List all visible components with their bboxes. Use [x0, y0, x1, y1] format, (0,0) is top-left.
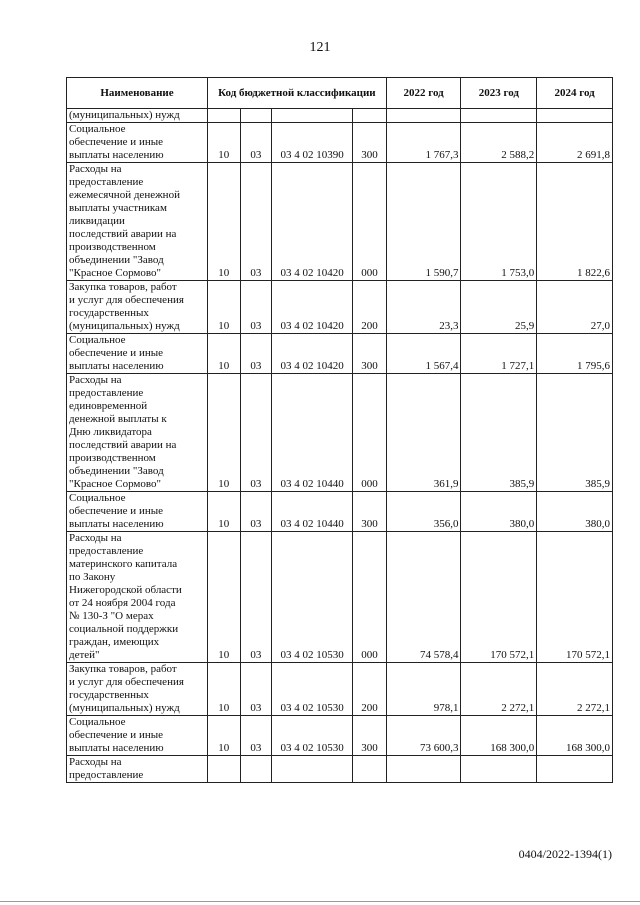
bottom-edge-line [0, 901, 640, 902]
amount-2023-cell: 168 300,0 [461, 716, 537, 756]
amount-2023-cell: 380,0 [461, 492, 537, 532]
amount-2022-cell: 1 767,3 [386, 123, 461, 163]
item-name-line: обеспечение и иные [69, 729, 163, 741]
subsection-cell: 03 [240, 716, 272, 756]
header-2024: 2024 год [537, 78, 613, 109]
amount-2023-cell: 2 272,1 [461, 663, 537, 716]
item-name-line: выплаты населению [69, 149, 164, 161]
item-name-cell [67, 123, 208, 163]
item-name-line: Социальное [69, 492, 126, 504]
section-cell: 10 [207, 123, 240, 163]
header-classification: Код бюджетной классификации [207, 78, 386, 109]
table-row [67, 374, 613, 492]
table-row [67, 109, 613, 123]
item-name-line: предоставление [69, 176, 144, 188]
expense-type-cell: 200 [353, 281, 387, 334]
document-code: 0404/2022-1394(1) [518, 847, 612, 861]
item-name-line: Социальное [69, 123, 126, 135]
section-cell: 10 [207, 532, 240, 663]
item-name-line: № 130-З "О мерах [69, 610, 154, 622]
header-name: Наименование [67, 78, 208, 109]
amount-2022-cell [386, 109, 461, 123]
subsection-cell: 03 [240, 374, 272, 492]
item-name-line: обеспечение и иные [69, 505, 163, 517]
item-name-cell [67, 374, 208, 492]
item-name-line: ежемесячной денежной [69, 189, 180, 201]
amount-2023-cell: 385,9 [461, 374, 537, 492]
section-cell: 10 [207, 663, 240, 716]
item-name-line: детей" [69, 649, 100, 661]
amount-2023-cell: 170 572,1 [461, 532, 537, 663]
section-cell: 10 [207, 281, 240, 334]
table-row [67, 492, 613, 532]
table-row [67, 756, 613, 783]
amount-2022-cell: 74 578,4 [386, 532, 461, 663]
table-row [67, 281, 613, 334]
item-name-line: "Красное Сормово" [69, 267, 161, 279]
item-name-line: выплаты населению [69, 360, 164, 372]
item-name-line: выплаты населению [69, 518, 164, 530]
header-2022: 2022 год [386, 78, 461, 109]
item-name-line: Расходы на [69, 756, 122, 768]
item-name-line: предоставление [69, 387, 144, 399]
amount-2023-cell: 25,9 [461, 281, 537, 334]
section-cell: 10 [207, 716, 240, 756]
amount-2024-cell: 385,9 [537, 374, 613, 492]
amount-2023-cell: 2 588,2 [461, 123, 537, 163]
item-name-cell [67, 756, 208, 783]
item-name-line: (муниципальных) нужд [69, 109, 180, 121]
item-name-line: Социальное [69, 716, 126, 728]
budget-table [66, 77, 613, 783]
amount-2022-cell: 73 600,3 [386, 716, 461, 756]
item-name-line: объединении "Завод [69, 465, 164, 477]
amount-2023-cell [461, 109, 537, 123]
expense-type-cell: 300 [353, 123, 387, 163]
amount-2022-cell: 1 567,4 [386, 334, 461, 374]
amount-2024-cell: 2 691,8 [537, 123, 613, 163]
subsection-cell: 03 [240, 163, 272, 281]
item-name-line: выплаты участникам [69, 202, 167, 214]
expense-type-cell [353, 756, 387, 783]
item-name-line: денежной выплаты к [69, 413, 167, 425]
amount-2023-cell: 1 727,1 [461, 334, 537, 374]
item-name-line: социальной поддержки [69, 623, 179, 635]
section-cell [207, 109, 240, 123]
target-article-cell: 03 4 02 10420 [272, 334, 353, 374]
table-row [67, 532, 613, 663]
subsection-cell [240, 109, 272, 123]
item-name-cell [67, 109, 208, 123]
expense-type-cell: 300 [353, 716, 387, 756]
item-name-line: по Закону [69, 571, 116, 583]
item-name-line: Социальное [69, 334, 126, 346]
target-article-cell: 03 4 02 10390 [272, 123, 353, 163]
target-article-cell [272, 756, 353, 783]
item-name-line: последствий аварии на [69, 228, 177, 240]
amount-2024-cell: 1 822,6 [537, 163, 613, 281]
target-article-cell: 03 4 02 10420 [272, 281, 353, 334]
item-name-line: от 24 ноября 2004 года [69, 597, 176, 609]
item-name-cell [67, 532, 208, 663]
item-name-line: ликвидации [69, 215, 125, 227]
item-name-cell [67, 663, 208, 716]
amount-2022-cell: 978,1 [386, 663, 461, 716]
target-article-cell: 03 4 02 10420 [272, 163, 353, 281]
amount-2022-cell: 23,3 [386, 281, 461, 334]
target-article-cell: 03 4 02 10440 [272, 492, 353, 532]
expense-type-cell: 000 [353, 163, 387, 281]
expense-type-cell: 000 [353, 532, 387, 663]
item-name-line: Дню ликвидатора [69, 426, 152, 438]
subsection-cell: 03 [240, 663, 272, 716]
item-name-line: предоставление [69, 769, 144, 781]
item-name-line: Закупка товаров, работ [69, 281, 177, 293]
item-name-line: Расходы на [69, 374, 122, 386]
expense-type-cell: 300 [353, 492, 387, 532]
amount-2022-cell: 356,0 [386, 492, 461, 532]
subsection-cell: 03 [240, 492, 272, 532]
item-name-line: предоставление [69, 545, 144, 557]
amount-2024-cell: 380,0 [537, 492, 613, 532]
item-name-cell [67, 163, 208, 281]
item-name-line: "Красное Сормово" [69, 478, 161, 490]
expense-type-cell: 300 [353, 334, 387, 374]
item-name-line: граждан, имеющих [69, 636, 160, 648]
amount-2023-cell [461, 756, 537, 783]
section-cell [207, 756, 240, 783]
item-name-line: обеспечение и иные [69, 347, 163, 359]
subsection-cell: 03 [240, 281, 272, 334]
amount-2024-cell: 1 795,6 [537, 334, 613, 374]
item-name-line: выплаты населению [69, 742, 164, 754]
amount-2024-cell: 27,0 [537, 281, 613, 334]
amount-2023-cell: 1 753,0 [461, 163, 537, 281]
target-article-cell: 03 4 02 10530 [272, 532, 353, 663]
section-cell: 10 [207, 492, 240, 532]
expense-type-cell: 200 [353, 663, 387, 716]
subsection-cell: 03 [240, 334, 272, 374]
section-cell: 10 [207, 374, 240, 492]
subsection-cell: 03 [240, 123, 272, 163]
item-name-line: и услуг для обеспечения [69, 294, 184, 306]
item-name-cell [67, 281, 208, 334]
item-name-line: единовременной [69, 400, 148, 412]
item-name-line: (муниципальных) нужд [69, 320, 180, 332]
item-name-line: материнского капитала [69, 558, 178, 570]
subsection-cell [240, 756, 272, 783]
amount-2024-cell: 170 572,1 [537, 532, 613, 663]
item-name-line: производственном [69, 241, 156, 253]
item-name-line: объединении "Завод [69, 254, 164, 266]
item-name-line: государственных [69, 307, 149, 319]
amount-2024-cell: 2 272,1 [537, 663, 613, 716]
expense-type-cell [353, 109, 387, 123]
item-name-cell [67, 334, 208, 374]
item-name-line: (муниципальных) нужд [69, 702, 180, 714]
target-article-cell: 03 4 02 10440 [272, 374, 353, 492]
item-name-cell [67, 492, 208, 532]
item-name-line: Нижегородской области [69, 584, 182, 596]
item-name-line: государственных [69, 689, 149, 701]
subsection-cell: 03 [240, 532, 272, 663]
item-name-line: обеспечение и иные [69, 136, 163, 148]
amount-2024-cell [537, 756, 613, 783]
item-name-line: производственном [69, 452, 156, 464]
item-name-line: Закупка товаров, работ [69, 663, 177, 675]
item-name-line: и услуг для обеспечения [69, 676, 184, 688]
item-name-line: Расходы на [69, 163, 122, 175]
table-row [67, 334, 613, 374]
item-name-line: последствий аварии на [69, 439, 177, 451]
amount-2024-cell: 168 300,0 [537, 716, 613, 756]
header-2023: 2023 год [461, 78, 537, 109]
header-row [67, 78, 613, 109]
table-row [67, 716, 613, 756]
expense-type-cell: 000 [353, 374, 387, 492]
target-article-cell: 03 4 02 10530 [272, 716, 353, 756]
amount-2022-cell [386, 756, 461, 783]
item-name-cell [67, 716, 208, 756]
item-name-line: Расходы на [69, 532, 122, 544]
target-article-cell [272, 109, 353, 123]
table-row [67, 123, 613, 163]
table-row [67, 663, 613, 716]
amount-2024-cell [537, 109, 613, 123]
page-number: 121 [309, 40, 331, 55]
table-row [67, 163, 613, 281]
target-article-cell: 03 4 02 10530 [272, 663, 353, 716]
section-cell: 10 [207, 163, 240, 281]
section-cell: 10 [207, 334, 240, 374]
amount-2022-cell: 1 590,7 [386, 163, 461, 281]
amount-2022-cell: 361,9 [386, 374, 461, 492]
